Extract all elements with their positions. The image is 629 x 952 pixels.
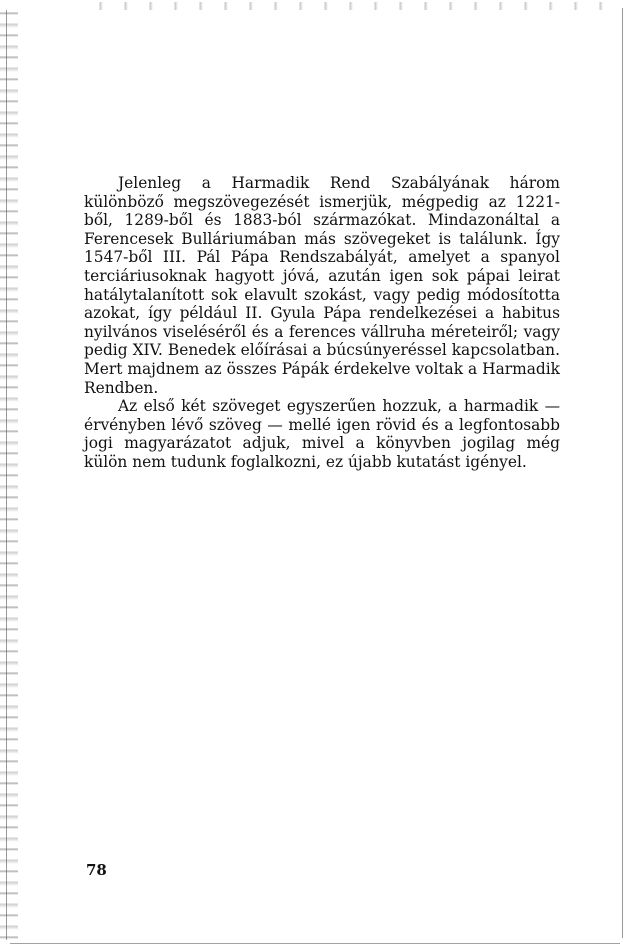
scan-edge-left-line — [6, 10, 7, 940]
paragraph-2: Az első két szöveget egyszerűen hozzuk, a harmadik — érvényben lévő szöveg — mellé igen rövid és a legfontosabb jogi magyarázatot adjuk, mivel a könyvben jogilag még külön nem tudunk foglalkozni, ez újabb kutatást igényel. — [84, 397, 560, 471]
scan-edge-top — [90, 2, 620, 10]
page-number: 78 — [86, 861, 107, 879]
scan-edge-bottom — [10, 943, 620, 944]
body-text — [84, 174, 560, 472]
scan-edge-left — [0, 6, 18, 942]
paragraph-1: Jelenleg a Harmadik Rend Szabályának három különböző megszövegezését ismerjük, mégpedig az 1221-ből, 1289-ből és 1883-ból származókat. Mindazonáltal a Ferencesek Bulláriumában más szövegeket is találunk. Így 1547-ből III. Pál Pápa Rendszabályát, amelyet a spanyol terciáriusoknak hagyott jóvá, azután igen sok pápai leirat hatálytalanított sok elavult szokást, vagy pedig módosította azokat, így például II. Gyula Pápa rendelkezései a habitus nyilvános viseléséről és a ferences vállruha méreteiről; vagy pedig XIV. Benedek előírásai a búcsúnyeréssel kapcsolatban. Mert majdnem az összes Pápák érdekelve voltak a Harmadik Rendben. — [84, 174, 560, 397]
scan-edge-right — [622, 8, 623, 938]
